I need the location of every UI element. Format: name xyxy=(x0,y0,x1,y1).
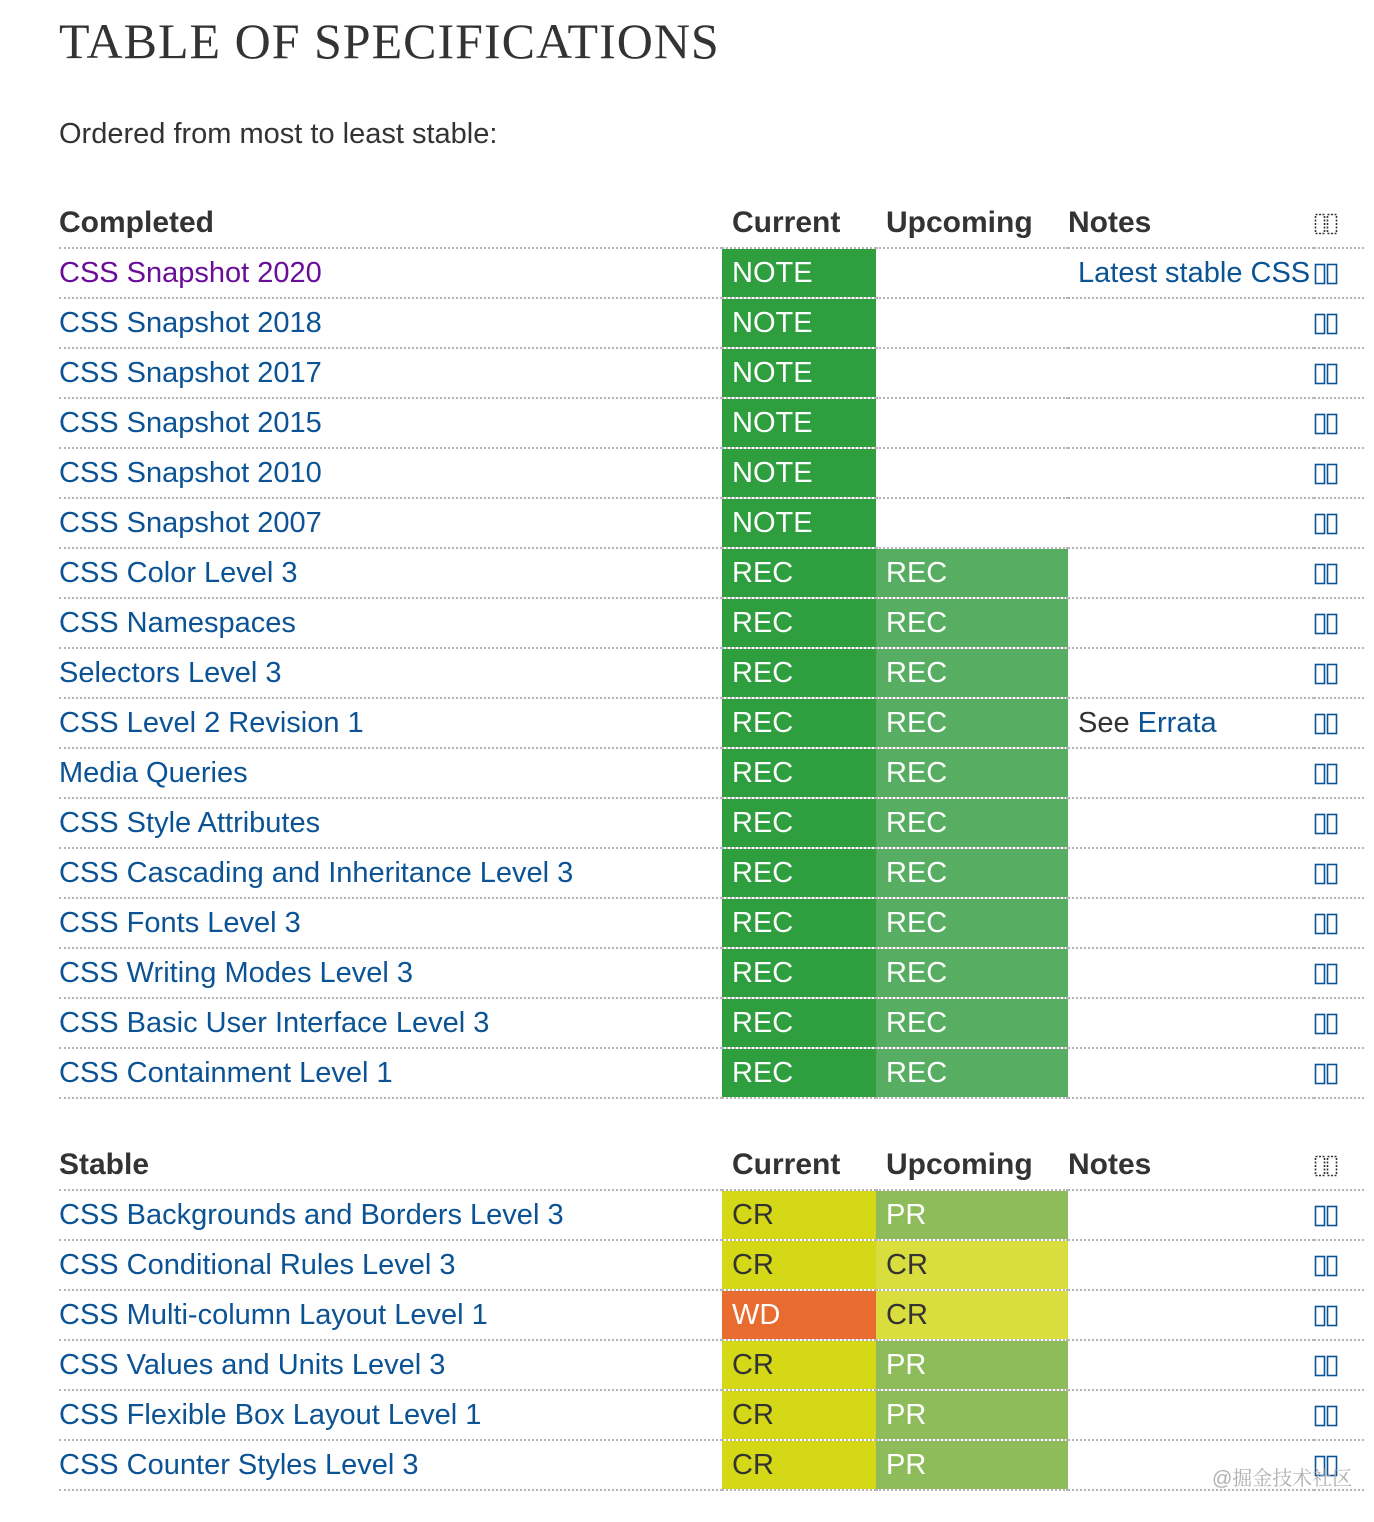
translation-icon[interactable] xyxy=(1314,448,1364,498)
table-row xyxy=(59,298,1364,348)
watermark: @掘金技术社区 xyxy=(1212,1468,1353,1490)
spec-name-cell xyxy=(59,1440,722,1490)
notes-cell xyxy=(1068,548,1314,598)
spec-link[interactable]: CSS Level 2 Revision 1 xyxy=(59,706,364,739)
spec-link[interactable]: CSS Namespaces xyxy=(59,606,296,639)
current-status-badge: WD xyxy=(722,1290,876,1340)
table-row xyxy=(59,1240,1364,1290)
spec-name-cell xyxy=(59,798,722,848)
current-status-badge: REC xyxy=(722,948,876,998)
current-status-badge: REC xyxy=(722,698,876,748)
spec-name-cell xyxy=(59,948,722,998)
spec-name-cell xyxy=(59,1240,722,1290)
translation-icon[interactable] xyxy=(1314,798,1364,848)
spec-table-stable xyxy=(59,1140,1364,1491)
column-header-current: Current xyxy=(722,1140,876,1190)
upcoming-status-badge xyxy=(876,248,1068,298)
translation-icon[interactable] xyxy=(1314,848,1364,898)
translation-icon[interactable] xyxy=(1314,598,1364,648)
translation-icon[interactable] xyxy=(1314,698,1364,748)
column-header-upcoming: Upcoming xyxy=(876,198,1068,248)
upcoming-status-badge: PR xyxy=(876,1440,1068,1490)
spec-name-cell xyxy=(59,1390,722,1440)
spec-name-cell xyxy=(59,448,722,498)
translation-icon[interactable] xyxy=(1314,998,1364,1048)
table-header-row xyxy=(59,1140,1364,1190)
spec-name-cell xyxy=(59,1190,722,1240)
translation-icon[interactable] xyxy=(1314,898,1364,948)
table-row xyxy=(59,1340,1364,1390)
notes-cell xyxy=(1068,248,1314,298)
notes-link[interactable]: Errata xyxy=(1137,706,1217,739)
upcoming-status-badge xyxy=(876,298,1068,348)
column-header-notes: Notes xyxy=(1068,198,1314,248)
table-row xyxy=(59,1390,1364,1440)
spec-name-cell xyxy=(59,1290,722,1340)
spec-name-cell xyxy=(59,898,722,948)
upcoming-status-badge: PR xyxy=(876,1340,1068,1390)
spec-link[interactable]: CSS Color Level 3 xyxy=(59,556,298,589)
current-status-badge: NOTE xyxy=(722,448,876,498)
table-row xyxy=(59,248,1364,298)
notes-cell xyxy=(1068,598,1314,648)
upcoming-status-badge: REC xyxy=(876,548,1068,598)
notes-cell xyxy=(1068,898,1314,948)
translation-icon[interactable] xyxy=(1314,548,1364,598)
upcoming-status-badge: REC xyxy=(876,998,1068,1048)
translation-icon[interactable] xyxy=(1314,648,1364,698)
translation-icon[interactable] xyxy=(1314,348,1364,398)
spec-name-cell xyxy=(59,648,722,698)
notes-cell xyxy=(1068,748,1314,798)
upcoming-status-badge xyxy=(876,498,1068,548)
translation-icon[interactable] xyxy=(1314,248,1364,298)
current-status-badge: REC xyxy=(722,798,876,848)
spec-name-cell xyxy=(59,398,722,448)
upcoming-status-badge xyxy=(876,448,1068,498)
current-status-badge: CR xyxy=(722,1440,876,1490)
current-status-badge: CR xyxy=(722,1240,876,1290)
upcoming-status-badge: REC xyxy=(876,698,1068,748)
notes-cell xyxy=(1068,1290,1314,1340)
current-status-badge: REC xyxy=(722,1048,876,1098)
upcoming-status-badge: REC xyxy=(876,948,1068,998)
translation-icon[interactable] xyxy=(1314,398,1364,448)
upcoming-status-badge: CR xyxy=(876,1240,1068,1290)
spec-link[interactable]: CSS Containment Level 1 xyxy=(59,1056,393,1089)
spec-link[interactable]: CSS Style Attributes xyxy=(59,806,321,839)
notes-link[interactable]: Latest stable CSS xyxy=(1078,256,1311,289)
notes-cell xyxy=(1068,298,1314,348)
current-status-badge: REC xyxy=(722,748,876,798)
spec-name-cell xyxy=(59,248,722,298)
spec-link[interactable]: CSS Values and Units Level 3 xyxy=(59,1348,446,1381)
notes-cell xyxy=(1068,498,1314,548)
table-row xyxy=(59,448,1364,498)
column-header-current: Current xyxy=(722,198,876,248)
spec-name-cell xyxy=(59,548,722,598)
spec-link[interactable]: CSS Conditional Rules Level 3 xyxy=(59,1248,456,1281)
notes-cell xyxy=(1068,998,1314,1048)
upcoming-status-badge: REC xyxy=(876,598,1068,648)
upcoming-status-badge: REC xyxy=(876,898,1068,948)
spec-link[interactable]: CSS Snapshot 2007 xyxy=(59,506,322,539)
notes-cell xyxy=(1068,1048,1314,1098)
upcoming-status-badge: REC xyxy=(876,798,1068,848)
translation-icon[interactable] xyxy=(1314,1340,1364,1390)
translation-icon[interactable] xyxy=(1314,748,1364,798)
spec-link[interactable]: CSS Writing Modes Level 3 xyxy=(59,956,414,989)
notes-cell xyxy=(1068,348,1314,398)
current-status-badge: CR xyxy=(722,1390,876,1440)
translation-icon[interactable] xyxy=(1314,298,1364,348)
table-row xyxy=(59,398,1364,448)
translation-icon[interactable] xyxy=(1314,1240,1364,1290)
spec-name-cell xyxy=(59,748,722,798)
table-row xyxy=(59,1048,1364,1098)
notes-cell xyxy=(1068,1340,1314,1390)
table-row xyxy=(59,1190,1364,1240)
upcoming-status-badge: PR xyxy=(876,1190,1068,1240)
notes-cell xyxy=(1068,648,1314,698)
spec-name-cell xyxy=(59,698,722,748)
notes-cell xyxy=(1068,1390,1314,1440)
spec-name-cell xyxy=(59,348,722,398)
upcoming-status-badge xyxy=(876,348,1068,398)
upcoming-status-badge: REC xyxy=(876,1048,1068,1098)
spec-name-cell xyxy=(59,498,722,548)
current-status-badge: REC xyxy=(722,848,876,898)
notes-cell xyxy=(1068,948,1314,998)
column-header-notes: Notes xyxy=(1068,1140,1314,1190)
spec-name-cell xyxy=(59,1340,722,1390)
table-row xyxy=(59,348,1364,398)
translation-icon[interactable] xyxy=(1314,948,1364,998)
current-status-badge: REC xyxy=(722,898,876,948)
notes-cell xyxy=(1068,448,1314,498)
notes-cell xyxy=(1068,398,1314,448)
spec-link[interactable]: CSS Basic User Interface Level 3 xyxy=(59,1006,490,1039)
spec-link[interactable]: CSS Snapshot 2018 xyxy=(59,306,322,339)
section-heading: Completed xyxy=(59,198,722,248)
upcoming-status-badge: REC xyxy=(876,748,1068,798)
spec-link[interactable]: Media Queries xyxy=(59,756,248,789)
spec-link[interactable]: CSS Cascading and Inheritance Level 3 xyxy=(59,856,574,889)
spec-link[interactable]: CSS Flexible Box Layout Level 1 xyxy=(59,1398,482,1431)
current-status-badge: REC xyxy=(722,998,876,1048)
column-header-upcoming: Upcoming xyxy=(876,1140,1068,1190)
table-row xyxy=(59,598,1364,648)
spec-link[interactable]: CSS Snapshot 2017 xyxy=(59,356,322,389)
spec-name-cell xyxy=(59,1048,722,1098)
table-row xyxy=(59,848,1364,898)
spec-link[interactable]: CSS Snapshot 2020 xyxy=(59,256,322,289)
table-row xyxy=(59,548,1364,598)
current-status-badge: NOTE xyxy=(722,298,876,348)
upcoming-status-badge xyxy=(876,398,1068,448)
spec-table-completed xyxy=(59,198,1364,1099)
spec-name-cell xyxy=(59,598,722,648)
current-status-badge: NOTE xyxy=(722,348,876,398)
translation-icon[interactable] xyxy=(1314,1190,1364,1240)
current-status-badge: CR xyxy=(722,1190,876,1240)
translation-icon[interactable] xyxy=(1314,1290,1364,1340)
notes-text: See xyxy=(1078,706,1138,739)
table-row xyxy=(59,748,1364,798)
spec-link[interactable]: CSS Fonts Level 3 xyxy=(59,906,301,939)
page-title: TABLE OF SPECIFICATIONS xyxy=(59,13,720,69)
dotted-bookmark-icon xyxy=(1314,198,1364,248)
spec-link[interactable]: CSS Snapshot 2015 xyxy=(59,406,322,439)
intro-text: Ordered from most to least stable: xyxy=(59,118,498,150)
current-status-badge: NOTE xyxy=(722,248,876,298)
spec-name-cell xyxy=(59,998,722,1048)
translation-icon[interactable] xyxy=(1314,1048,1364,1098)
table-row xyxy=(59,1290,1364,1340)
table-row xyxy=(59,998,1364,1048)
dotted-bookmark-icon xyxy=(1314,1140,1364,1190)
notes-cell xyxy=(1068,1190,1314,1240)
notes-cell xyxy=(1068,798,1314,848)
translation-icon[interactable] xyxy=(1314,1390,1364,1440)
table-row xyxy=(59,1440,1364,1490)
spec-link[interactable]: Selectors Level 3 xyxy=(59,656,282,689)
spec-link[interactable]: CSS Backgrounds and Borders Level 3 xyxy=(59,1198,564,1231)
current-status-badge: NOTE xyxy=(722,398,876,448)
current-status-badge: CR xyxy=(722,1340,876,1390)
translation-icon[interactable] xyxy=(1314,498,1364,548)
table-row xyxy=(59,498,1364,548)
table-row xyxy=(59,698,1364,748)
spec-link[interactable]: CSS Snapshot 2010 xyxy=(59,456,322,489)
table-header-row xyxy=(59,198,1364,248)
spec-link[interactable]: CSS Multi-column Layout Level 1 xyxy=(59,1298,488,1331)
upcoming-status-badge: REC xyxy=(876,848,1068,898)
upcoming-status-badge: PR xyxy=(876,1390,1068,1440)
current-status-badge: REC xyxy=(722,598,876,648)
table-row xyxy=(59,648,1364,698)
notes-cell xyxy=(1068,1240,1314,1290)
table-row xyxy=(59,948,1364,998)
spec-name-cell xyxy=(59,848,722,898)
section-heading: Stable xyxy=(59,1140,722,1190)
spec-name-cell xyxy=(59,298,722,348)
notes-cell xyxy=(1068,848,1314,898)
upcoming-status-badge: CR xyxy=(876,1290,1068,1340)
current-status-badge: NOTE xyxy=(722,498,876,548)
upcoming-status-badge: REC xyxy=(876,648,1068,698)
table-row xyxy=(59,898,1364,948)
current-status-badge: REC xyxy=(722,648,876,698)
spec-link[interactable]: CSS Counter Styles Level 3 xyxy=(59,1448,419,1481)
notes-cell xyxy=(1068,698,1314,748)
current-status-badge: REC xyxy=(722,548,876,598)
table-row xyxy=(59,798,1364,848)
